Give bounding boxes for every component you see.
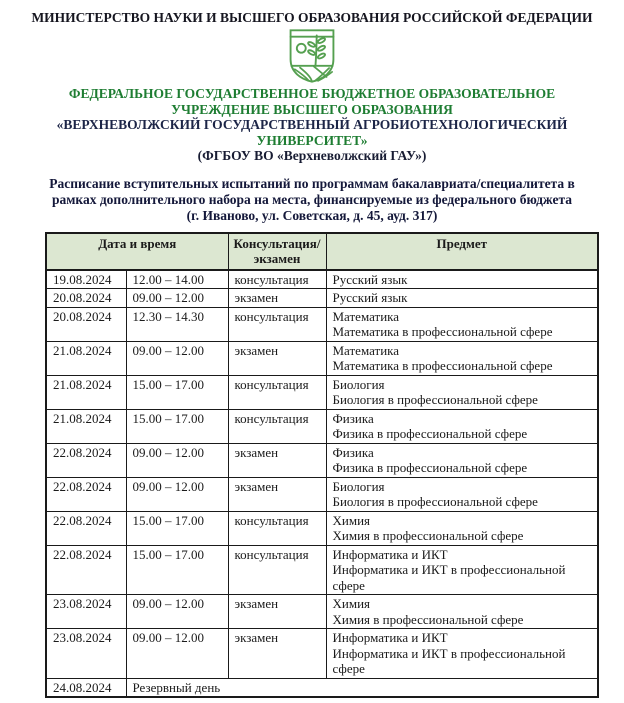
time-cell: 15.00 – 17.00 — [126, 409, 228, 443]
document-title: Расписание вступительных испытаний по программам бакалавриата/специалитета в рамках дополнительного набора на места, финансируемые из федерального бюджета — [49, 175, 575, 207]
subject-cell — [326, 307, 598, 341]
subject-line: Математика — [332, 342, 400, 358]
subject-line: Химия — [332, 512, 371, 528]
org-name-line-5: (ФГБОУ ВО «Верхневолжский ГАУ») — [197, 148, 427, 163]
subject-line: Русский язык — [332, 271, 408, 287]
date-cell: 20.08.2024 — [46, 307, 126, 341]
date-cell: 21.08.2024 — [46, 375, 126, 409]
time-cell: 09.00 – 12.00 — [126, 595, 228, 629]
subject-line: Русский язык — [332, 290, 408, 305]
table-row — [46, 375, 598, 409]
subject-cell — [326, 270, 598, 289]
table-row — [46, 270, 598, 289]
table-row — [46, 511, 598, 545]
subject-cell — [326, 629, 598, 679]
time-cell: 12.00 – 14.00 — [126, 270, 228, 289]
schedule-table-body — [46, 270, 598, 698]
type-cell: экзамен — [228, 289, 326, 308]
ministry-heading: МИНИСТЕРСТВО НАУКИ И ВЫСШЕГО ОБРАЗОВАНИЯ РОССИЙСКОЙ ФЕДЕРАЦИИ — [31, 10, 593, 25]
subject-cell — [326, 341, 598, 375]
table-row — [46, 307, 598, 341]
subject-line: Физика в профессиональной сфере — [332, 460, 528, 475]
date-cell: 19.08.2024 — [46, 270, 126, 289]
subject-cell — [326, 409, 598, 443]
university-name-block — [0, 86, 624, 164]
date-cell: 22.08.2024 — [46, 511, 126, 545]
table-header-row — [46, 233, 598, 270]
type-cell: консультация — [228, 409, 326, 443]
university-emblem-icon — [288, 28, 336, 84]
type-cell: консультация — [228, 270, 326, 289]
subject-line: Информатика и ИКТ в профессиональной сфере — [332, 562, 566, 593]
note-cell: Резервный день — [126, 678, 598, 697]
subject-line: Биология в профессиональной сфере — [332, 392, 538, 407]
org-name-line-1: ФЕДЕРАЛЬНОЕ ГОСУДАРСТВЕННОЕ БЮДЖЕТНОЕ ОБРАЗОВАТЕЛЬНОЕ — [68, 86, 556, 101]
subject-line: Химия в профессиональной сфере — [332, 611, 524, 627]
time-cell: 15.00 – 17.00 — [126, 375, 228, 409]
subject-cell — [326, 511, 598, 545]
table-row — [46, 477, 598, 511]
date-cell: 22.08.2024 — [46, 545, 126, 595]
subject-line: Химия в профессиональной сфере — [332, 528, 524, 543]
date-cell: 22.08.2024 — [46, 443, 126, 477]
subject-line: Математика в профессиональной сфере — [332, 324, 553, 339]
col-header-subject: Предмет — [326, 233, 598, 270]
table-row — [46, 629, 598, 679]
document-address: (г. Иваново, ул. Советская, д. 45, ауд. 317) — [186, 207, 438, 223]
subject-cell — [326, 477, 598, 511]
type-cell: экзамен — [228, 629, 326, 679]
org-name-line-4: УНИВЕРСИТЕТ» — [256, 132, 368, 148]
subject-cell — [326, 375, 598, 409]
time-cell: 09.00 – 12.00 — [126, 629, 228, 679]
type-cell: консультация — [228, 545, 326, 595]
date-cell: 24.08.2024 — [46, 678, 126, 697]
table-row — [46, 341, 598, 375]
subject-line: Биология в профессиональной сфере — [332, 494, 538, 509]
subject-line: Информатика и ИКТ — [332, 630, 448, 645]
col-header-type: Консультация/экзамен — [228, 233, 326, 270]
table-row — [46, 443, 598, 477]
time-cell: 15.00 – 17.00 — [126, 545, 228, 595]
date-cell: 21.08.2024 — [46, 341, 126, 375]
subject-line: Биология — [332, 376, 385, 392]
table-row — [46, 595, 598, 629]
table-row — [46, 678, 598, 697]
subject-line: Физика — [332, 444, 374, 460]
subject-cell — [326, 595, 598, 629]
type-cell: экзамен — [228, 477, 326, 511]
date-cell: 23.08.2024 — [46, 629, 126, 679]
subject-cell — [326, 289, 598, 308]
date-cell: 23.08.2024 — [46, 595, 126, 629]
type-cell: экзамен — [228, 595, 326, 629]
subject-cell — [326, 443, 598, 477]
date-cell: 20.08.2024 — [46, 289, 126, 308]
schedule-table — [45, 232, 599, 699]
date-cell: 21.08.2024 — [46, 409, 126, 443]
subject-line: Математика в профессиональной сфере — [332, 358, 553, 373]
sun-icon — [297, 44, 306, 53]
subject-line: Физика — [332, 410, 374, 426]
time-cell: 09.00 – 12.00 — [126, 443, 228, 477]
type-cell: консультация — [228, 307, 326, 341]
type-cell: консультация — [228, 511, 326, 545]
org-name-line-2: УЧРЕЖДЕНИЕ ВЫСШЕГО ОБРАЗОВАНИЯ — [171, 101, 453, 117]
table-row — [46, 409, 598, 443]
date-cell: 22.08.2024 — [46, 477, 126, 511]
time-cell: 12.30 – 14.30 — [126, 307, 228, 341]
type-cell: экзамен — [228, 443, 326, 477]
time-cell: 15.00 – 17.00 — [126, 511, 228, 545]
university-logo — [0, 28, 624, 84]
shield-icon — [291, 30, 334, 81]
subject-line: Математика — [332, 308, 400, 324]
subject-line: Физика в профессиональной сфере — [332, 426, 528, 441]
subject-line: Химия — [332, 596, 371, 611]
time-cell: 09.00 – 12.00 — [126, 477, 228, 511]
subject-line: Биология — [332, 478, 385, 494]
table-row — [46, 545, 598, 595]
org-name-line-3: «ВЕРХНЕВОЛЖСКИЙ ГОСУДАРСТВЕННЫЙ АГРОБИОТЕХНОЛОГИЧЕСКИЙ — [56, 117, 568, 132]
time-cell: 09.00 – 12.00 — [126, 289, 228, 308]
table-row — [46, 289, 598, 308]
sprout-icon — [307, 35, 325, 65]
time-cell: 09.00 – 12.00 — [126, 341, 228, 375]
type-cell: экзамен — [228, 341, 326, 375]
type-cell: консультация — [228, 375, 326, 409]
subject-cell — [326, 545, 598, 595]
subject-line: Информатика и ИКТ в профессиональной сфере — [332, 645, 566, 676]
col-header-date-time: Дата и время — [46, 233, 228, 270]
subject-line: Информатика и ИКТ — [332, 546, 448, 562]
